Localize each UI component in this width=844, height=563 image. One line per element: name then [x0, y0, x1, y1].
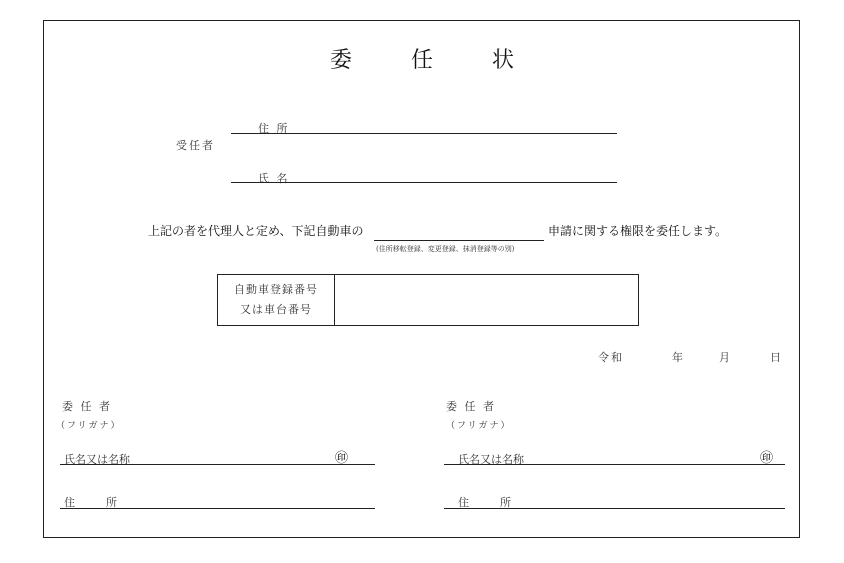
date-month-unit: 月	[719, 351, 732, 364]
document-title: 委 任 状	[330, 48, 540, 73]
date-era: 令和	[598, 351, 624, 364]
delegator-1-name-line	[60, 464, 375, 465]
delegator-1-heading: 委 任 者	[62, 400, 112, 413]
delegator-1-seal-icon: ㊞	[335, 451, 349, 466]
application-type-note: (住所移転登録、変更登録、抹消登録等の別)	[376, 245, 515, 253]
delegation-suffix: 申請に関する権限を委任します。	[548, 224, 728, 238]
vehicle-number-label-line2: 又は車台番号	[240, 303, 312, 316]
date-year-unit: 年	[672, 351, 685, 364]
agent-address-label: 住 所	[258, 122, 290, 135]
delegator-1-furigana: （フリガナ）	[56, 421, 122, 431]
date-day-unit: 日	[770, 351, 783, 364]
delegator-2-furigana: （フリガナ）	[446, 421, 512, 431]
delegator-1-address-line	[60, 508, 375, 509]
delegator-2-name-line	[444, 464, 785, 465]
agent-address-line	[231, 133, 617, 134]
agent-label: 受任者	[176, 139, 215, 152]
agent-name-line	[231, 182, 617, 183]
vehicle-number-value	[335, 275, 639, 326]
delegator-2-name-label: 氏名又は名称	[458, 453, 524, 466]
delegator-1-address-label: 住 所	[64, 496, 120, 509]
delegator-2-address-line	[444, 508, 785, 509]
agent-name-label: 氏 名	[258, 172, 290, 185]
vehicle-registration-table	[217, 274, 639, 326]
delegator-2-address-label: 住 所	[458, 496, 514, 509]
delegator-1-name-label: 氏名又は名称	[64, 453, 130, 466]
vehicle-number-label-line1: 自動車登録番号	[234, 283, 318, 296]
application-type-line	[374, 240, 544, 241]
delegator-2-heading: 委 任 者	[446, 400, 496, 413]
delegator-2-seal-icon: ㊞	[760, 451, 774, 466]
delegation-prefix: 上記の者を代理人と定め、下記自動車の	[148, 224, 364, 238]
vehicle-number-label	[218, 275, 335, 326]
